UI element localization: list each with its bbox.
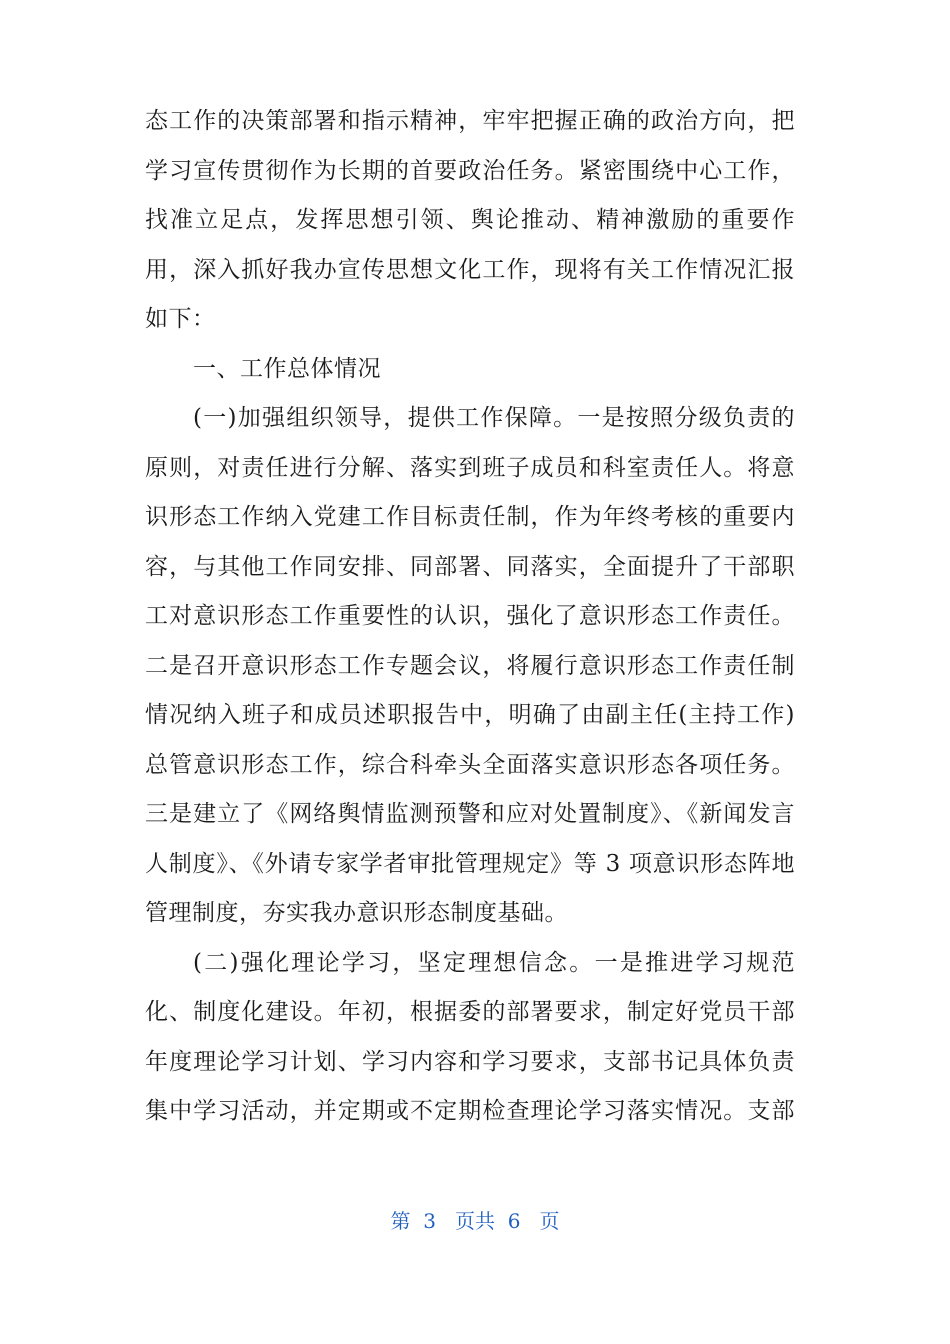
text-line: 年度理论学习计划、学习内容和学习要求，支部书记具体负责 [145, 1048, 795, 1075]
document-body [145, 97, 795, 1137]
text-line: 容，与其他工作同安排、同部署、同落实，全面提升了干部职 [145, 553, 795, 580]
text-line: 工对意识形态工作重要性的认识，强化了意识形态工作责任。 [145, 603, 795, 629]
section-heading: 一、工作总体情况 [193, 355, 381, 382]
paragraph-start: (一)加强组织领导，提供工作保障。一是按照分级负责的 [193, 405, 795, 431]
text-line: 二是召开意识形态工作专题会议，将履行意识形态工作责任制 [145, 652, 795, 679]
text-line: 总管意识形态工作，综合科牵头全面落实意识形态各项任务。 [145, 751, 795, 778]
text-line: 找准立足点，发挥思想引领、舆论推动、精神激励的重要作 [145, 207, 795, 233]
page-number-footer: 第 3 页共 6 页 [390, 1209, 560, 1233]
text-line: 集中学习活动，并定期或不定期检查理论学习落实情况。支部 [145, 1098, 795, 1124]
text-line: 识形态工作纳入党建工作目标责任制，作为年终考核的重要内 [145, 504, 795, 530]
text-line: 学习宣传贯彻作为长期的首要政治任务。紧密围绕中心工作， [145, 157, 795, 184]
text-line: 管理制度，夯实我办意识形态制度基础。 [145, 900, 568, 926]
text-line: 三是建立了《网络舆情监测预警和应对处置制度》、《新闻发言 [145, 801, 795, 827]
text-line: 用，深入抓好我办宣传思想文化工作，现将有关工作情况汇报 [145, 256, 795, 283]
text-line: 情况纳入班子和成员述职报告中，明确了由副主任(主持工作) [145, 702, 795, 728]
text-line: 如下： [145, 306, 216, 332]
paragraph-start: (二)强化理论学习，坚定理想信念。一是推进学习规范 [193, 949, 795, 976]
text-line: 态工作的决策部署和指示精神，牢牢把握正确的政治方向，把 [145, 108, 795, 134]
text-line: 原则，对责任进行分解、落实到班子成员和科室责任人。将意 [145, 454, 795, 481]
text-line: 人制度》、《外请专家学者审批管理规定》等 3 项意识形态阵地 [145, 850, 795, 877]
text-line: 化、制度化建设。年初，根据委的部署要求，制定好党员干部 [145, 999, 795, 1025]
